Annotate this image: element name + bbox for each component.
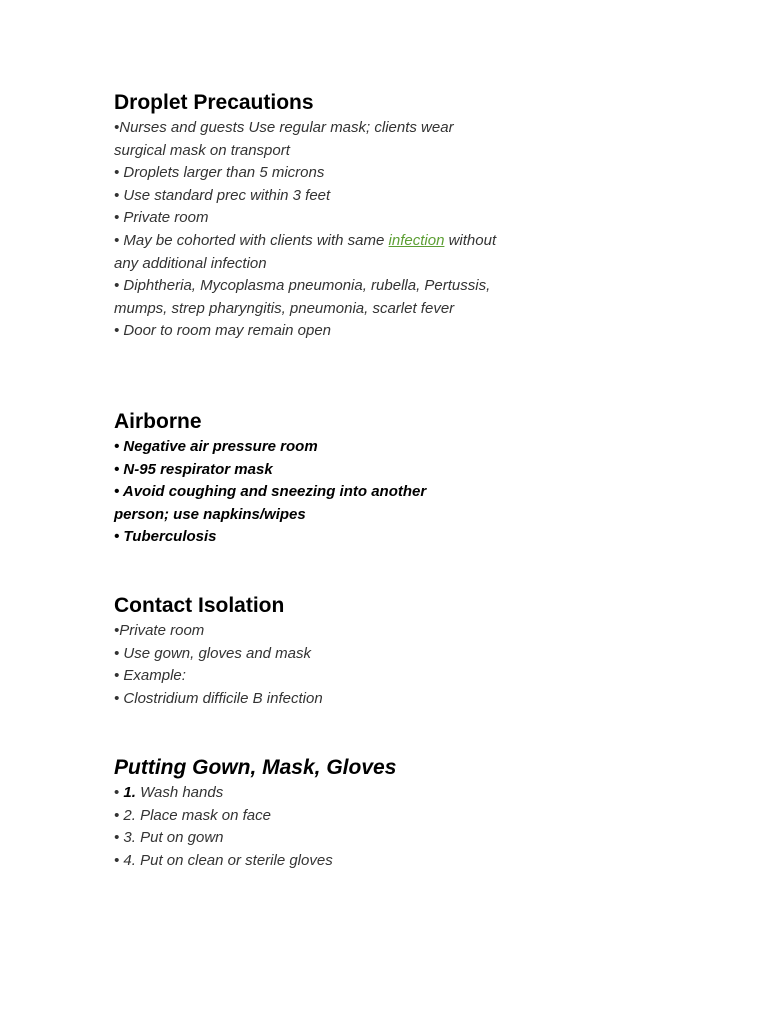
line-droplet-6-before: • May be cohorted with clients with same [114, 231, 389, 249]
line-contact-4: • Clostridium difficile B infection [114, 689, 323, 707]
line-gown-3: • 3. Put on gown [114, 829, 224, 847]
line-gown-2: • 2. Place mask on face [114, 806, 271, 824]
heading-putting-gown-mask-gloves: Putting Gown, Mask, Gloves [114, 756, 397, 779]
line-droplet-10: • Door to room may remain open [114, 322, 332, 340]
line-contact-2: • Use gown, gloves and mask [114, 644, 312, 662]
line-airborne-5: • Tuberculosis [114, 528, 217, 546]
line-gown-1 [114, 782, 544, 805]
line-droplet-6-after: without [444, 231, 497, 249]
line-droplet-3: • Droplets larger than 5 microns [114, 164, 325, 182]
heading-droplet-precautions: Droplet Precautions [114, 91, 314, 114]
line-gown-1-number: 1. [123, 784, 136, 801]
line-gown-1-bullet: • [114, 784, 124, 801]
section-airborne [114, 409, 544, 549]
section-droplet-precautions [114, 90, 544, 343]
heading-airborne: Airborne [114, 410, 202, 433]
line-droplet-2: surgical mask on transport [114, 141, 290, 159]
line-droplet-7: any additional infection [114, 254, 267, 272]
line-droplet-6 [114, 230, 544, 253]
line-gown-1-text: Wash hands [135, 784, 224, 801]
line-droplet-1: •Nurses and guests Use regular mask; clients wear [114, 119, 454, 136]
line-gown-4: • 4. Put on clean or sterile gloves [114, 851, 333, 869]
line-contact-1: •Private room [114, 622, 205, 639]
section-putting-gown-mask-gloves [114, 755, 544, 872]
line-droplet-5: • Private room [114, 209, 209, 227]
heading-contact-isolation: Contact Isolation [114, 594, 285, 617]
line-airborne-2: • N-95 respirator mask [114, 460, 273, 478]
line-droplet-9: mumps, strep pharyngitis, pneumonia, scarlet fever [114, 299, 455, 317]
section-contact-isolation [114, 593, 544, 710]
line-airborne-4: person; use napkins/wipes [114, 505, 306, 523]
infection-link[interactable]: infection [388, 231, 445, 249]
line-contact-3: • Example: [114, 667, 186, 685]
line-airborne-1: • Negative air pressure room [114, 438, 318, 455]
line-droplet-4: • Use standard prec within 3 feet [114, 186, 331, 204]
line-airborne-3: • Avoid coughing and sneezing into another [114, 483, 427, 501]
line-droplet-8: • Diphtheria, Mycoplasma pneumonia, rubella, Pertussis, [114, 277, 491, 295]
